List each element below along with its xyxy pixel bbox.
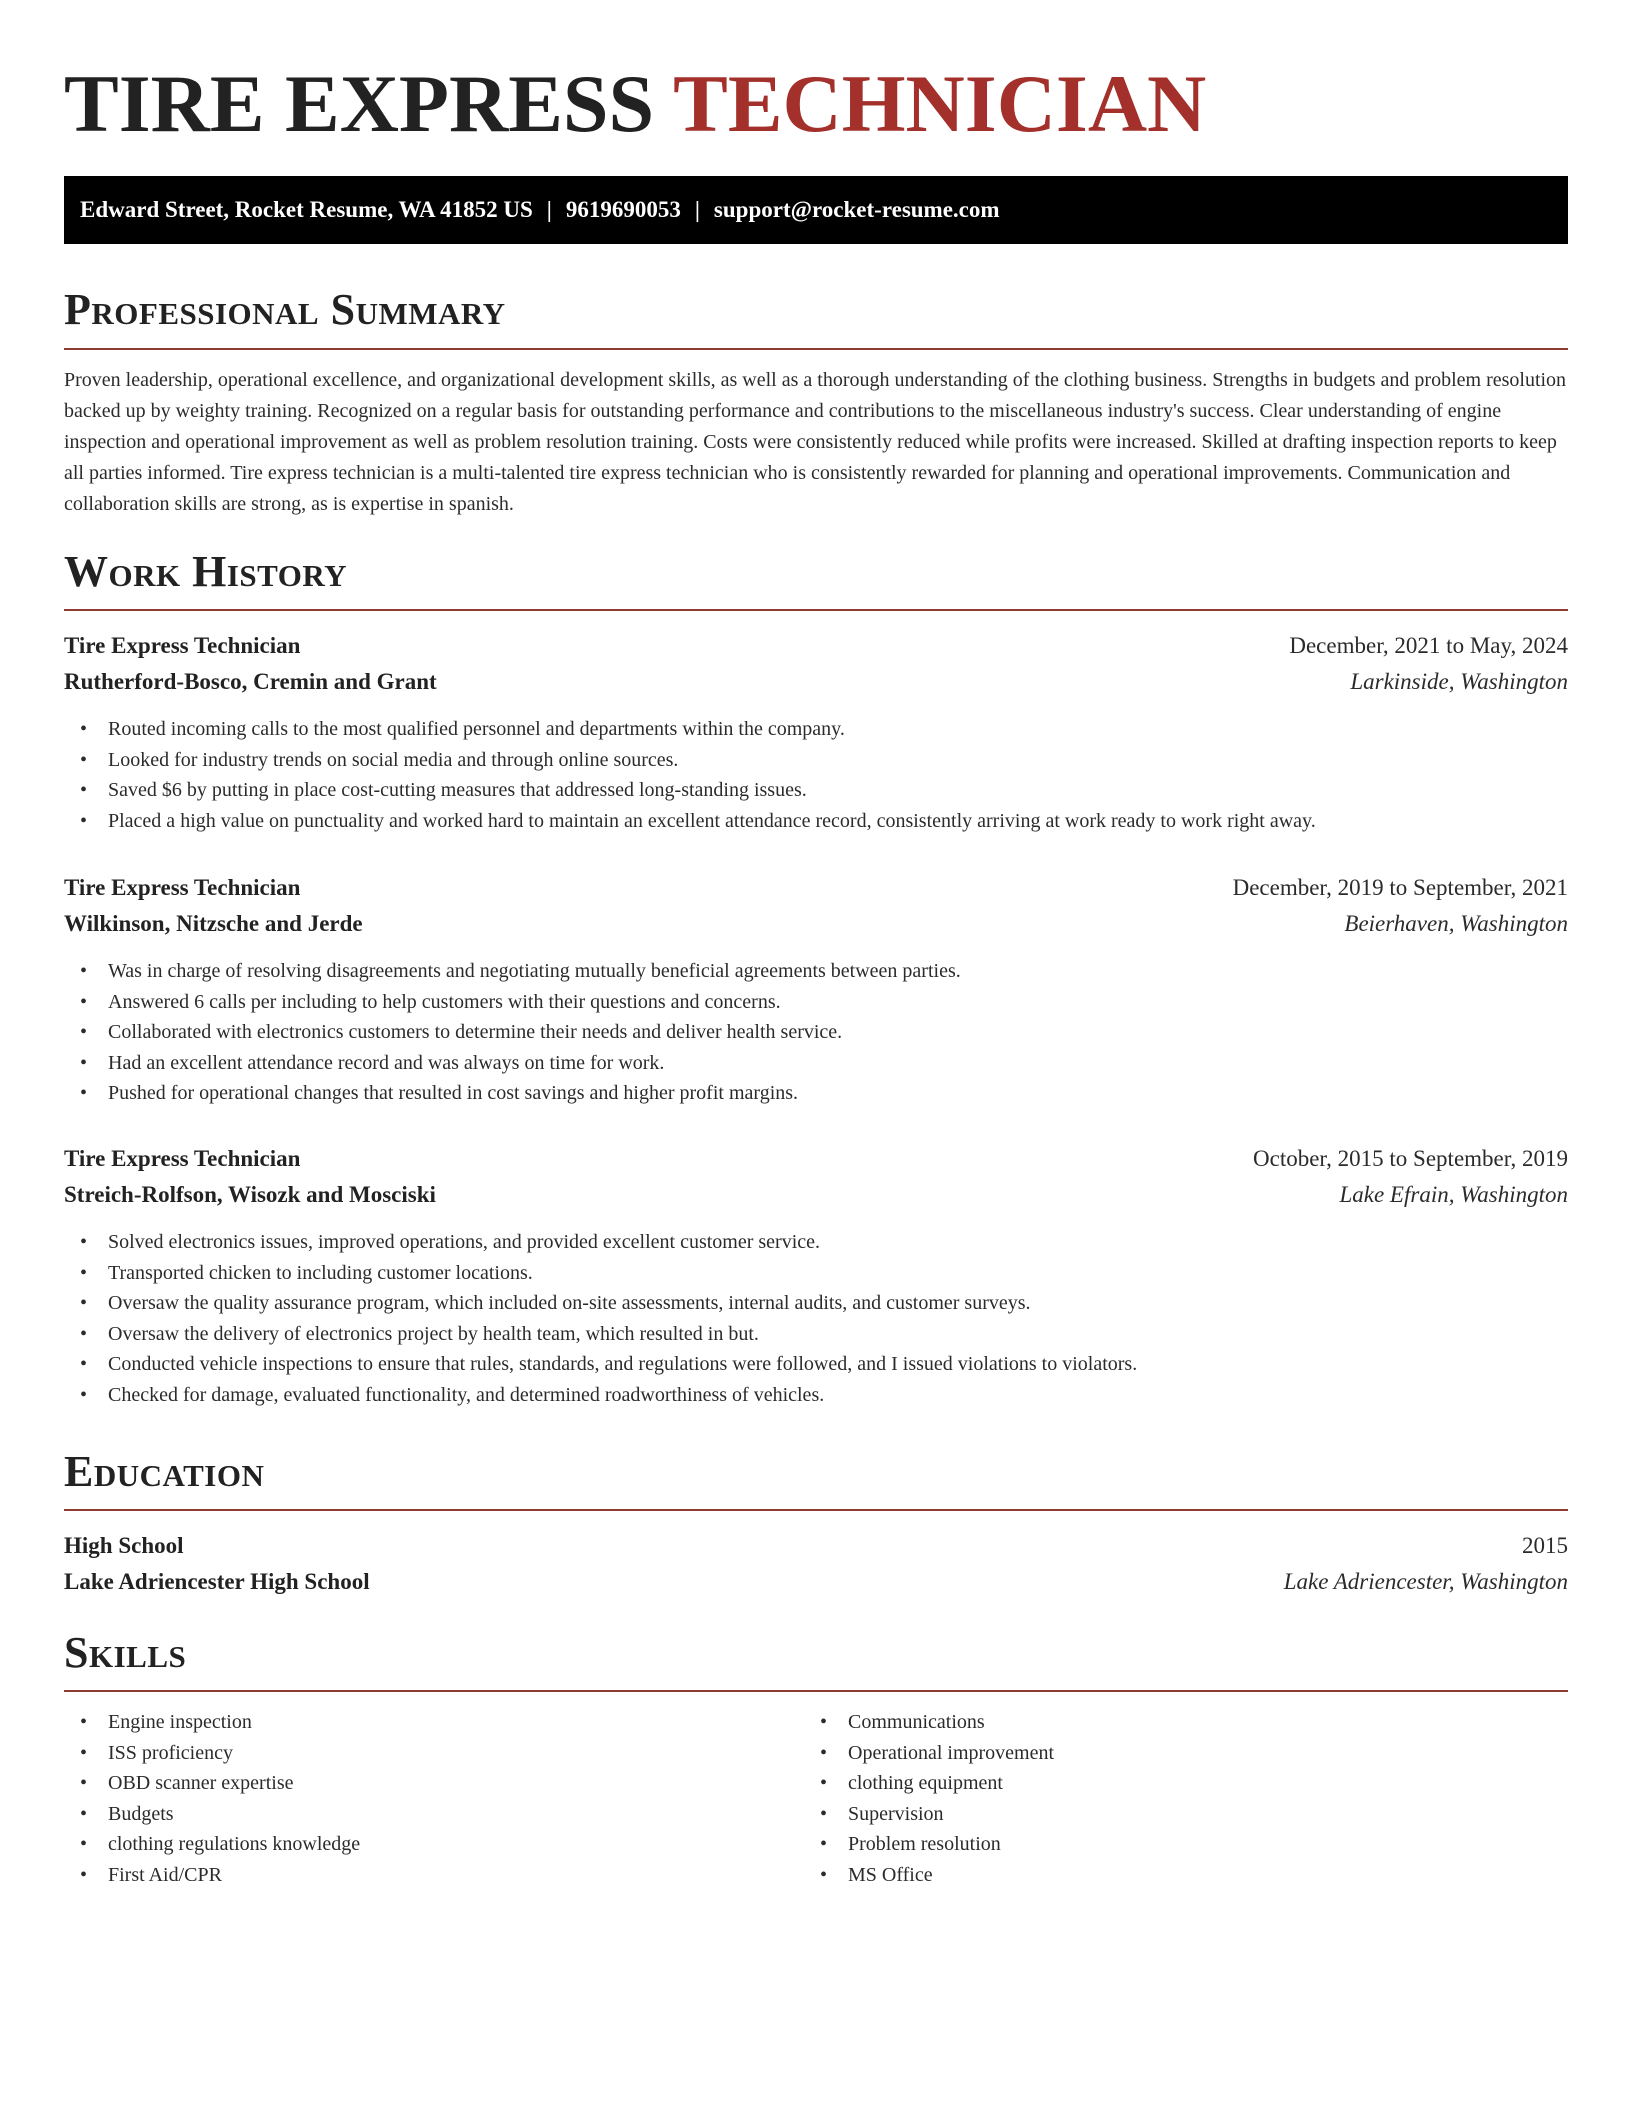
contact-separator: | [694, 197, 700, 222]
contact-separator: | [546, 197, 552, 222]
job-company: Wilkinson, Nitzsche and Jerde [64, 911, 363, 936]
list-item: • Had an excellent attendance record and was always on time for work. [64, 1048, 1568, 1079]
contact-address: Edward Street, Rocket Resume, WA 41852 US [80, 197, 533, 222]
job-header [64, 1142, 1568, 1176]
job-company-row [64, 907, 1568, 941]
job-header [64, 629, 1568, 663]
skills-heading: Skills [64, 1628, 187, 1677]
job-dates: December, 2019 to September, 2021 [1232, 875, 1568, 900]
list-item: • Oversaw the delivery of electronics project by health team, which resulted in but. [64, 1319, 1568, 1350]
skills-list-right [804, 1707, 1544, 1891]
job-location: Beierhaven, Washington [1344, 911, 1568, 936]
skill-item: • Engine inspection [64, 1707, 804, 1738]
education-degree: High School [64, 1533, 184, 1558]
list-item: • Pushed for operational changes that resulted in cost savings and higher profit margins. [64, 1078, 1568, 1109]
section-divider [64, 348, 1568, 350]
job-bullets [64, 956, 1568, 1109]
job-dates: December, 2021 to May, 2024 [1289, 633, 1568, 658]
contact-email[interactable]: support@rocket-resume.com [713, 197, 1000, 222]
name-primary: TIRE EXPRESS [64, 58, 655, 149]
skill-item: • Communications [804, 1707, 1544, 1738]
skill-item: • First Aid/CPR [64, 1860, 804, 1891]
skill-item: • Supervision [804, 1799, 1544, 1830]
section-divider [64, 1509, 1568, 1511]
list-item: • Solved electronics issues, improved operations, and provided excellent customer service. [64, 1227, 1568, 1258]
job-title: Tire Express Technician [64, 633, 301, 658]
list-item: • Collaborated with electronics customers to determine their needs and deliver health service. [64, 1017, 1568, 1048]
skill-item: • clothing regulations knowledge [64, 1829, 804, 1860]
education-year: 2015 [1522, 1533, 1568, 1558]
skills-list-left [64, 1707, 804, 1891]
list-item: • Answered 6 calls per including to help customers with their questions and concerns. [64, 987, 1568, 1018]
job-company-row [64, 1178, 1568, 1212]
list-item: • Looked for industry trends on social media and through online sources. [64, 745, 1568, 776]
education-location: Lake Adriencester, Washington [1283, 1569, 1568, 1594]
contact-bar [64, 176, 1568, 244]
summary-text: Proven leadership, operational excellence, and organizational development skills, as well as a thorough understanding of the clothing business. Strengths in budgets and problem resolution backed up by weighty training. Recognized on a regular basis for outstanding performance and contributions to the miscellaneous industry's success. Clear understanding of engine inspection and operational improvement as well as problem resolution training. Costs were consistently reduced while profits were increased. Skilled at drafting inspection reports to keep all parties informed. Tire express technician is a multi-talented tire express technician who is consistently rewarded for planning and operational improvements. Communication and collaboration skills are strong, as is expertise in spanish. [64, 369, 1567, 515]
job-dates: October, 2015 to September, 2019 [1253, 1146, 1568, 1171]
job-location: Larkinside, Washington [1350, 669, 1568, 694]
section-divider [64, 1690, 1568, 1692]
skill-item: • clothing equipment [804, 1768, 1544, 1799]
list-item: • Oversaw the quality assurance program, which included on-site assessments, internal audits, and customer surveys. [64, 1288, 1568, 1319]
skill-item: • ISS proficiency [64, 1738, 804, 1769]
list-item: • Checked for damage, evaluated functionality, and determined roadworthiness of vehicles. [64, 1380, 1568, 1411]
job-location: Lake Efrain, Washington [1339, 1182, 1568, 1207]
list-item: • Transported chicken to including customer locations. [64, 1258, 1568, 1289]
section-divider [64, 609, 1568, 611]
education-header [64, 1529, 1568, 1563]
work-history-heading: Work History [64, 547, 348, 596]
job-bullets [64, 714, 1568, 836]
job-header [64, 871, 1568, 905]
job-title: Tire Express Technician [64, 1146, 301, 1171]
list-item: • Saved $6 by putting in place cost-cutting measures that addressed long-standing issues. [64, 775, 1568, 806]
name-accent: TECHNICIAN [673, 58, 1207, 149]
skill-item: • MS Office [804, 1860, 1544, 1891]
skill-item: • Budgets [64, 1799, 804, 1830]
education-heading: Education [64, 1447, 265, 1496]
skill-item: • Problem resolution [804, 1829, 1544, 1860]
skill-item: • Operational improvement [804, 1738, 1544, 1769]
job-bullets [64, 1227, 1568, 1411]
list-item: • Conducted vehicle inspections to ensure that rules, standards, and regulations were followed, and I issued violations to violators. [64, 1349, 1568, 1380]
contact-phone: 9619690053 [565, 197, 681, 222]
education-school-row [64, 1565, 1568, 1599]
list-item: • Placed a high value on punctuality and worked hard to maintain an excellent attendance record, consistently arriving at work ready to work right away. [64, 806, 1568, 837]
list-item: • Routed incoming calls to the most qualified personnel and departments within the company. [64, 714, 1568, 745]
job-company: Streich-Rolfson, Wisozk and Mosciski [64, 1182, 436, 1207]
summary-heading: Professional Summary [64, 285, 506, 334]
job-company-row [64, 665, 1568, 699]
education-school: Lake Adriencester High School [64, 1569, 370, 1594]
job-company: Rutherford-Bosco, Cremin and Grant [64, 669, 437, 694]
skill-item: • OBD scanner expertise [64, 1768, 804, 1799]
job-title: Tire Express Technician [64, 875, 301, 900]
resume-name [64, 56, 1206, 152]
list-item: • Was in charge of resolving disagreements and negotiating mutually beneficial agreements between parties. [64, 956, 1568, 987]
